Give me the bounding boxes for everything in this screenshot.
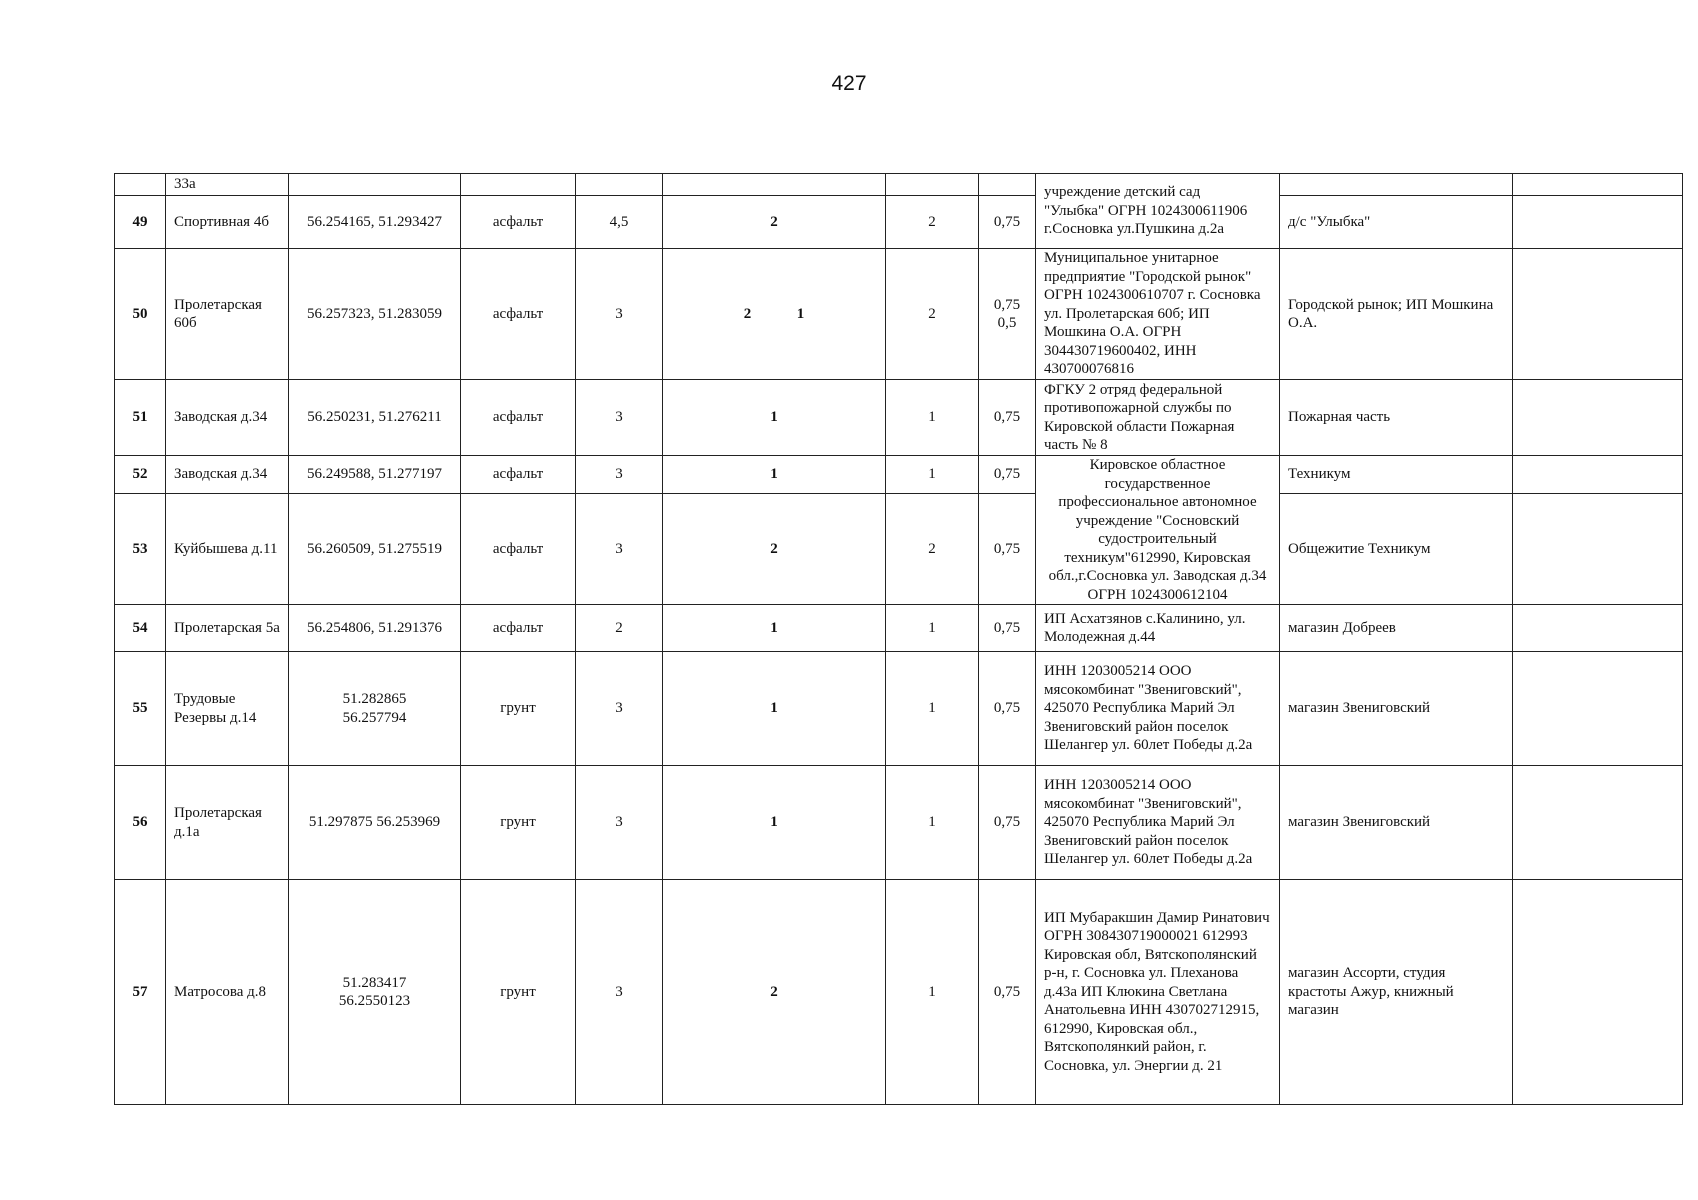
cell-containers: 2 (663, 494, 886, 605)
cell-num: 51 (115, 380, 166, 456)
cell-surface: асфальт (461, 249, 576, 380)
cell-address: Пролетарская д.1а (166, 766, 289, 880)
cell-containers: 1 (663, 380, 886, 456)
cell-volume: 0,75 (979, 380, 1036, 456)
cell-volume: 0,75 (979, 494, 1036, 605)
cell-volume: 0,75 (979, 652, 1036, 766)
table-row (115, 380, 1683, 456)
cell-owner: ИП Асхатзянов с.Калинино, ул. Молодежная д.44 (1036, 605, 1280, 652)
cell-volume: 0,75 (979, 766, 1036, 880)
cell-object: магазин Ассорти, студия крастоты Ажур, книжный магазин (1280, 880, 1513, 1105)
cell-owner: ИНН 1203005214 ООО мясокомбинат "Звениговский", 425070 Республика Марий Эл Звениговский район поселок Шелангер ул. 60лет Победы д.2а (1036, 766, 1280, 880)
cell-object: Городской рынок; ИП Мошкина О.А. (1280, 249, 1513, 380)
table-row (115, 652, 1683, 766)
cell-num: 57 (115, 880, 166, 1105)
cell-containers: 1 (663, 652, 886, 766)
cell-object: магазин Добреев (1280, 605, 1513, 652)
cell-object: д/с "Улыбка" (1280, 196, 1513, 249)
cell-volume: 0,75 0,5 (979, 249, 1036, 380)
cell-object: магазин Звениговский (1280, 766, 1513, 880)
cell-area: 3 (576, 652, 663, 766)
cell-coords: 56.254165, 51.293427 (289, 196, 461, 249)
cell-surface: асфальт (461, 605, 576, 652)
cell-address: Пролетарская 5а (166, 605, 289, 652)
cell-count: 1 (886, 605, 979, 652)
cell-surface: асфальт (461, 196, 576, 249)
cell-surface: асфальт (461, 380, 576, 456)
table-row (115, 766, 1683, 880)
cell-count: 1 (886, 456, 979, 494)
cell-area: 4,5 (576, 196, 663, 249)
cell-coords: 51.282865 56.257794 (289, 652, 461, 766)
cell-coords: 51.283417 56.2550123 (289, 880, 461, 1105)
cell-address: Трудовые Резервы д.14 (166, 652, 289, 766)
cell-count: 2 (886, 494, 979, 605)
table-row (115, 605, 1683, 652)
table-row (115, 456, 1683, 494)
cell-coords: 56.250231, 51.276211 (289, 380, 461, 456)
table-row (115, 196, 1683, 249)
cell-surface: грунт (461, 652, 576, 766)
cell-area: 3 (576, 380, 663, 456)
cell-object: магазин Звениговский (1280, 652, 1513, 766)
cell-num: 55 (115, 652, 166, 766)
cell-num: 52 (115, 456, 166, 494)
cell-object: Пожарная часть (1280, 380, 1513, 456)
cell-address: Матросова д.8 (166, 880, 289, 1105)
cell-volume: 0,75 (979, 196, 1036, 249)
cell-containers: 1 (663, 766, 886, 880)
cell-count: 1 (886, 652, 979, 766)
cell-coords: 56.257323, 51.283059 (289, 249, 461, 380)
cell-area: 2 (576, 605, 663, 652)
cell-owner: ИП Мубаракшин Дамир Ринатович ОГРН 308430719000021 612993 Кировская обл, Вятскополянский р-н, г. Сосновка ул. Плеханова д.43а ИП Клюкина Светлана Анатольевна ИНН 430702712915, 612990, Кировская обл., Вятскополянкий район, г. Сосновка, ул. Энергии д. 21 (1036, 880, 1280, 1105)
cell-area: 3 (576, 766, 663, 880)
cell-volume: 0,75 (979, 605, 1036, 652)
cell-surface: асфальт (461, 456, 576, 494)
page-number: 427 (831, 72, 867, 95)
cell-object: Техникум (1280, 456, 1513, 494)
cell-address: Куйбышева д.11 (166, 494, 289, 605)
cell-coords: 56.260509, 51.275519 (289, 494, 461, 605)
cell-object: Общежитие Техникум (1280, 494, 1513, 605)
table-row (115, 880, 1683, 1105)
cell-containers: 2 (663, 196, 886, 249)
cell-owner: учреждение детский сад "Улыбка" ОГРН 1024300611906 г.Сосновка ул.Пушкина д.2а (1036, 174, 1280, 249)
cell-containers: 1 (663, 456, 886, 494)
waste-sites-table (114, 173, 1683, 1105)
cell-owner: Кировское областное государственное профессиональное автономное учреждение "Сосновский судостроительный техникум"612990, Кировская обл.,г.Сосновка ул. Заводская д.34 ОГРН 1024300612104 (1036, 456, 1280, 605)
cell-address: Спортивная 4б (166, 196, 289, 249)
cell-owner: Муниципальное унитарное предприятие "Городской рынок" ОГРН 1024300610707 г. Сосновка ул. Пролетарская 60б; ИП Мошкина О.А. ОГРН 304430719600402, ИНН 430700076816 (1036, 249, 1280, 380)
cell-num: 56 (115, 766, 166, 880)
cell-area: 3 (576, 249, 663, 380)
cell-address: 33а (166, 174, 289, 196)
cell-coords: 51.297875 56.253969 (289, 766, 461, 880)
cell-count: 1 (886, 380, 979, 456)
cell-address: Заводская д.34 (166, 456, 289, 494)
cell-num: 49 (115, 196, 166, 249)
table-row (115, 494, 1683, 605)
table-row (115, 249, 1683, 380)
cell-area: 3 (576, 456, 663, 494)
cell-coords: 56.254806, 51.291376 (289, 605, 461, 652)
cell-address: Заводская д.34 (166, 380, 289, 456)
cell-surface: асфальт (461, 494, 576, 605)
cell-containers: 1 (663, 605, 886, 652)
cell-containers: 2 (663, 880, 886, 1105)
cell-area: 3 (576, 880, 663, 1105)
cell-surface: грунт (461, 766, 576, 880)
cell-owner: ИНН 1203005214 ООО мясокомбинат "Звениговский", 425070 Республика Марий Эл Звениговский район поселок Шелангер ул. 60лет Победы д.2а (1036, 652, 1280, 766)
cell-num: 50 (115, 249, 166, 380)
cell-num: 54 (115, 605, 166, 652)
table-row-continuation (115, 174, 1683, 196)
cell-area: 3 (576, 494, 663, 605)
cell-num (115, 174, 166, 196)
cell-address: Пролетарская 60б (166, 249, 289, 380)
cell-volume: 0,75 (979, 456, 1036, 494)
cell-num: 53 (115, 494, 166, 605)
cell-owner: ФГКУ 2 отряд федеральной противопожарной службы по Кировской области Пожарная часть № 8 (1036, 380, 1280, 456)
cell-containers: 2 1 (663, 249, 886, 380)
cell-count: 1 (886, 880, 979, 1105)
cell-volume: 0,75 (979, 880, 1036, 1105)
cell-count: 1 (886, 766, 979, 880)
cell-count: 2 (886, 196, 979, 249)
cell-surface: грунт (461, 880, 576, 1105)
cell-coords: 56.249588, 51.277197 (289, 456, 461, 494)
cell-count: 2 (886, 249, 979, 380)
